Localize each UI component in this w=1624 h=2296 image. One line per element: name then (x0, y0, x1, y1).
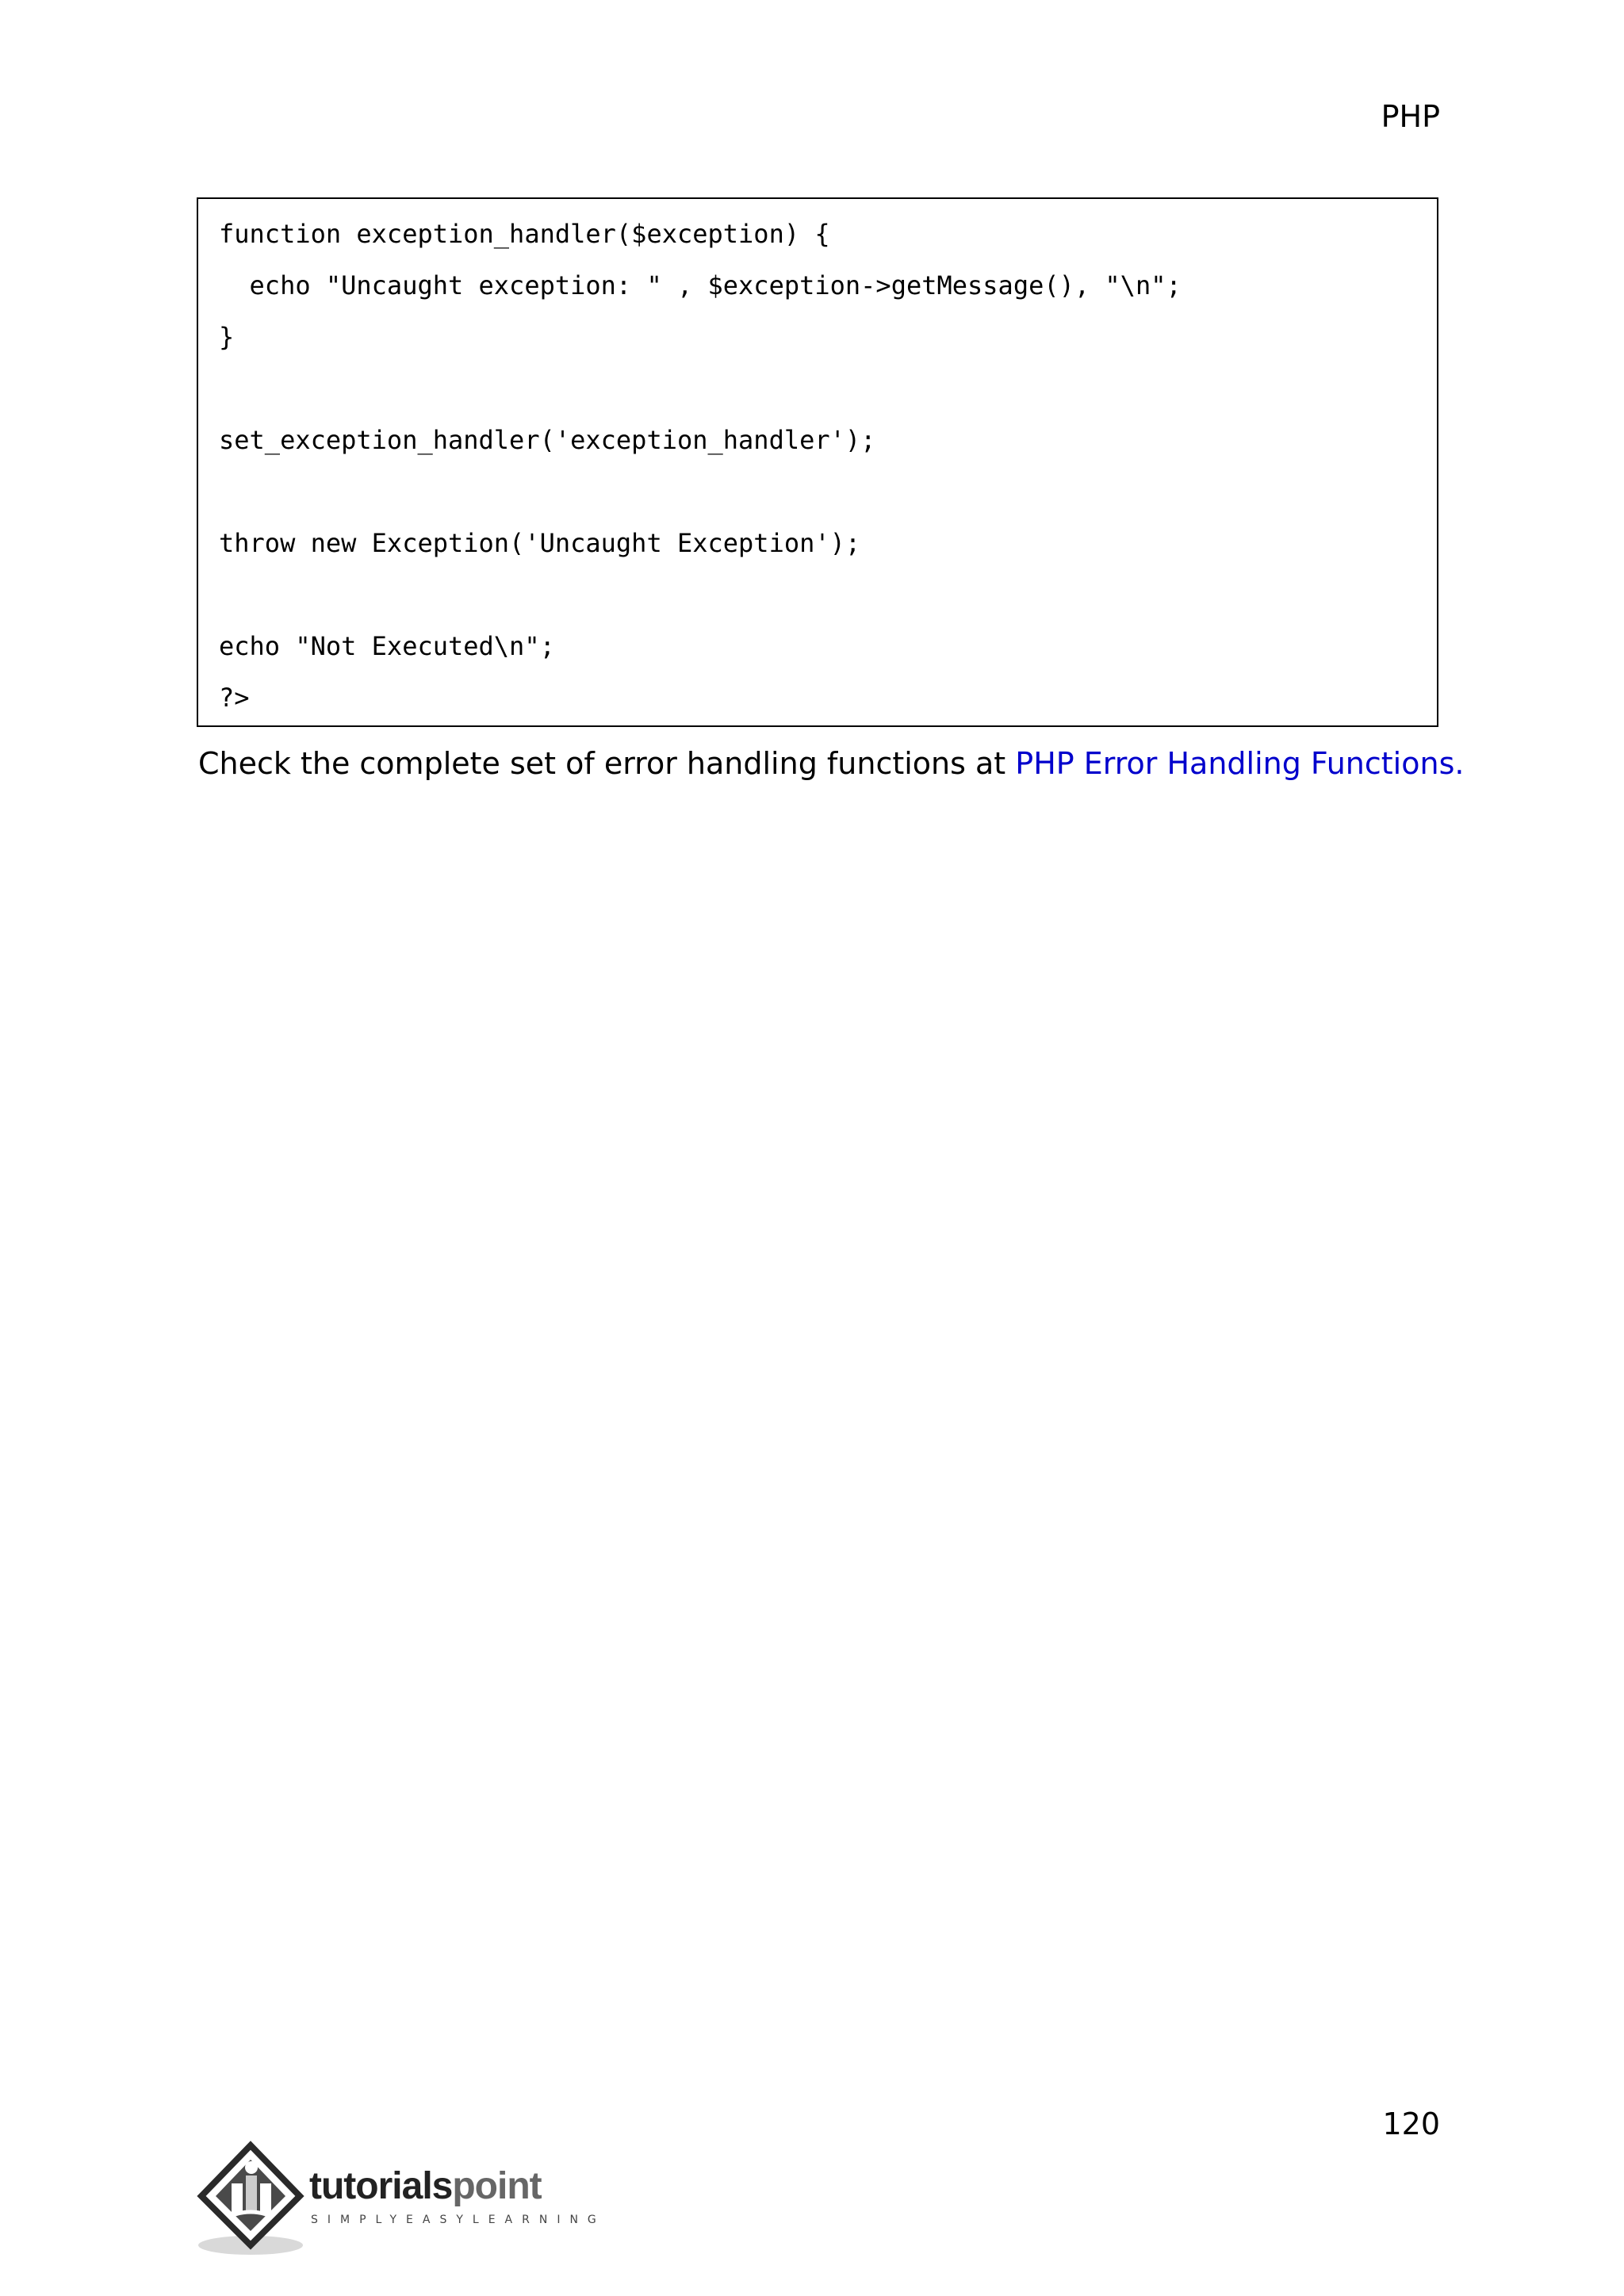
code-line: } (219, 322, 235, 352)
code-line (219, 466, 1437, 518)
code-line: function exception_handler($exception) { (219, 219, 830, 249)
logo-wordmark (309, 2164, 542, 2209)
body-text: Check the complete set of error handling functions at (198, 746, 1016, 781)
page-number: 120 (1382, 2107, 1440, 2141)
code-line: throw new Exception('Uncaught Exception'); (219, 528, 861, 558)
error-handling-functions-link[interactable]: PHP Error Handling Functions. (1015, 746, 1465, 781)
code-line: echo "Not Executed\n"; (219, 631, 555, 661)
code-line (219, 363, 1437, 415)
tutorialspoint-logo (193, 2141, 606, 2260)
code-line: set_exception_handler('exception_handler'); (219, 425, 876, 455)
code-block (197, 197, 1438, 727)
code-line: echo "Uncaught exception: " , $exception->getMessage(), "\n"; (219, 270, 1182, 300)
tutorialspoint-logo-icon (193, 2141, 312, 2260)
page-header-title: PHP (1381, 99, 1440, 134)
body-paragraph (198, 744, 1464, 783)
logo-tagline: SIMPLYEASYLEARNING (311, 2214, 606, 2226)
code-line (219, 569, 1437, 621)
logo-word-main: tutorials (309, 2165, 453, 2207)
logo-word-accent: point (452, 2165, 542, 2207)
code-line: ?> (219, 683, 250, 713)
